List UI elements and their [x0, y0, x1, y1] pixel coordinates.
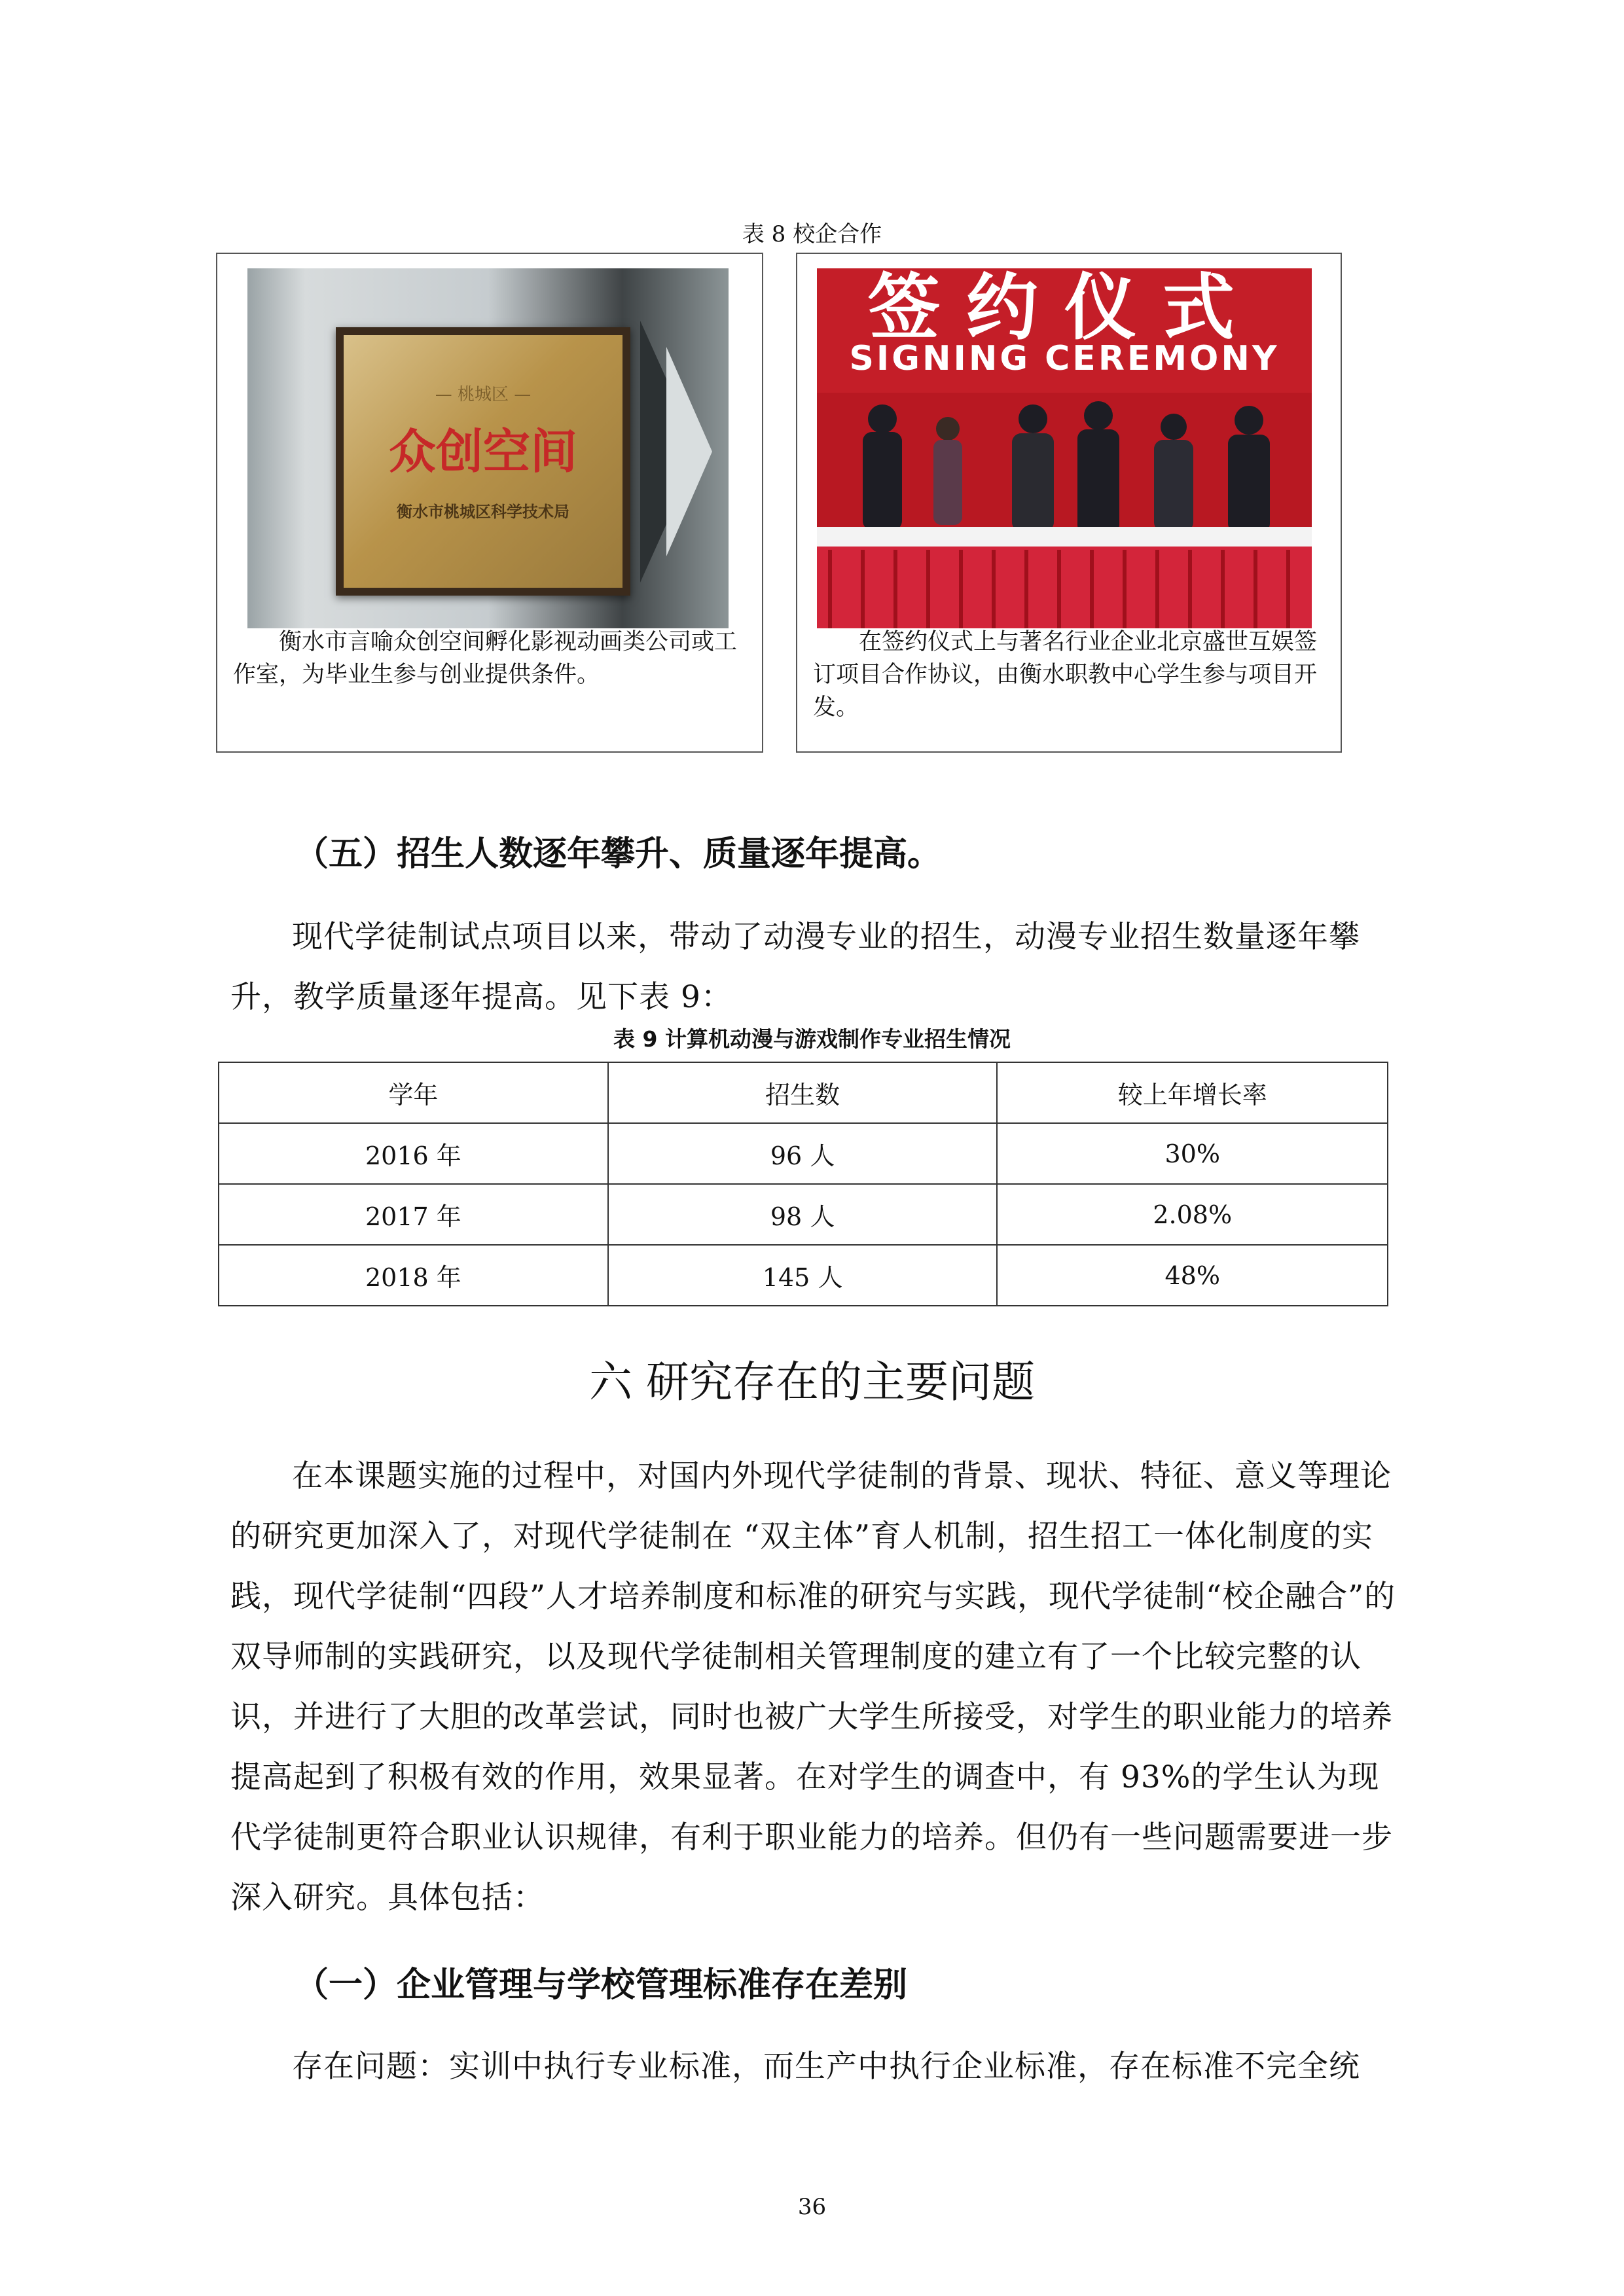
left-figure-caption: 衡水市言喻众创空间孵化影视动画类公司或工作室，为毕业生参与创业提供条件。: [233, 629, 738, 688]
ceremony-people: [817, 393, 1312, 628]
plaque-small-text: — 桃城区 —: [435, 385, 532, 404]
banner-cn-text: 签约仪式: [868, 268, 1261, 350]
table-row: [219, 1184, 1388, 1245]
table-cell: 96 人: [608, 1123, 998, 1184]
table-cell: 145 人: [608, 1245, 998, 1306]
banner-en-text: SIGNING CEREMONY: [849, 339, 1280, 378]
table-header-cell: 招生数: [608, 1062, 998, 1123]
chapter6-heading: 六 研究存在的主要问题: [589, 1357, 1035, 1407]
table-row: [219, 1245, 1388, 1306]
table-cell: 30%: [997, 1123, 1388, 1184]
plaque-photo: [247, 268, 729, 628]
table-cell: 2.08%: [997, 1184, 1388, 1245]
table-cell: 2018 年: [219, 1245, 608, 1306]
table-header-row: [219, 1062, 1388, 1123]
enrollment-table: [218, 1062, 1388, 1306]
right-figure-box: [796, 253, 1342, 753]
table-cell: 48%: [997, 1245, 1388, 1306]
subsection1-heading: （一）企业管理与学校管理标准存在差别: [295, 1965, 908, 2005]
table-cell: 2017 年: [219, 1184, 608, 1245]
chapter6-paragraph: 在本课题实施的过程中，对国内外现代学徒制的背景、现状、特征、意义等理论的研究更加深入了，对现代学徒制在 “双主体”育人机制，招生招工一体化制度的实践，现代学徒制“四段”人才培养制度和标准的研究与实践，现代学徒制“校企融合”的双导师制的实践研究，以及现代学徒制相关管理制度的建立有了一个比较完整的认识，并进行了大胆的改革尝试，同时也被广大学生所接受，对学生的职业能力的培养提高起到了积极有效的作用，效果显著。在对学生的调查中，有 93%的学生认为现代学徒制更符合职业认识规律，有利于职业能力的培养。但仍有一些问题需要进一步深入研究。具体包括：: [230, 1458, 1396, 1916]
left-figure-box: [216, 253, 763, 753]
table-header-cell: 较上年增长率: [997, 1062, 1388, 1123]
section5-paragraph: 现代学徒制试点项目以来，带动了动漫专业的招生，动漫专业招生数量逐年攀升，教学质量逐年提高。见下表 9：: [230, 919, 1360, 1015]
plaque-bottom-text: 衡水市桃城区科学技术局: [397, 503, 569, 521]
table-row: [219, 1123, 1388, 1184]
ceremony-photo: [817, 268, 1312, 628]
plaque-frame: [336, 327, 630, 596]
right-figure-caption: 在签约仪式上与著名行业企业北京盛世互娱签订项目合作协议，由衡水职教中心学生参与项目开发。: [813, 629, 1318, 721]
table9-caption: 表 9 计算机动漫与游戏制作专业招生情况: [613, 1026, 1011, 1052]
wall-decoration: [640, 268, 729, 628]
section5-heading: （五）招生人数逐年攀升、质量逐年提高。: [295, 834, 942, 874]
plaque-main-text: 众创空间: [388, 424, 577, 479]
page-number: 36: [797, 2194, 827, 2220]
table8-caption: 表 8 校企合作: [742, 221, 882, 247]
table-header-cell: 学年: [219, 1062, 608, 1123]
subsection1-paragraph: 存在问题：实训中执行专业标准，而生产中执行企业标准，存在标准不完全统: [292, 2049, 1360, 2085]
table-cell: 2016 年: [219, 1123, 608, 1184]
plaque-board: [344, 335, 623, 588]
table-cell: 98 人: [608, 1184, 998, 1245]
